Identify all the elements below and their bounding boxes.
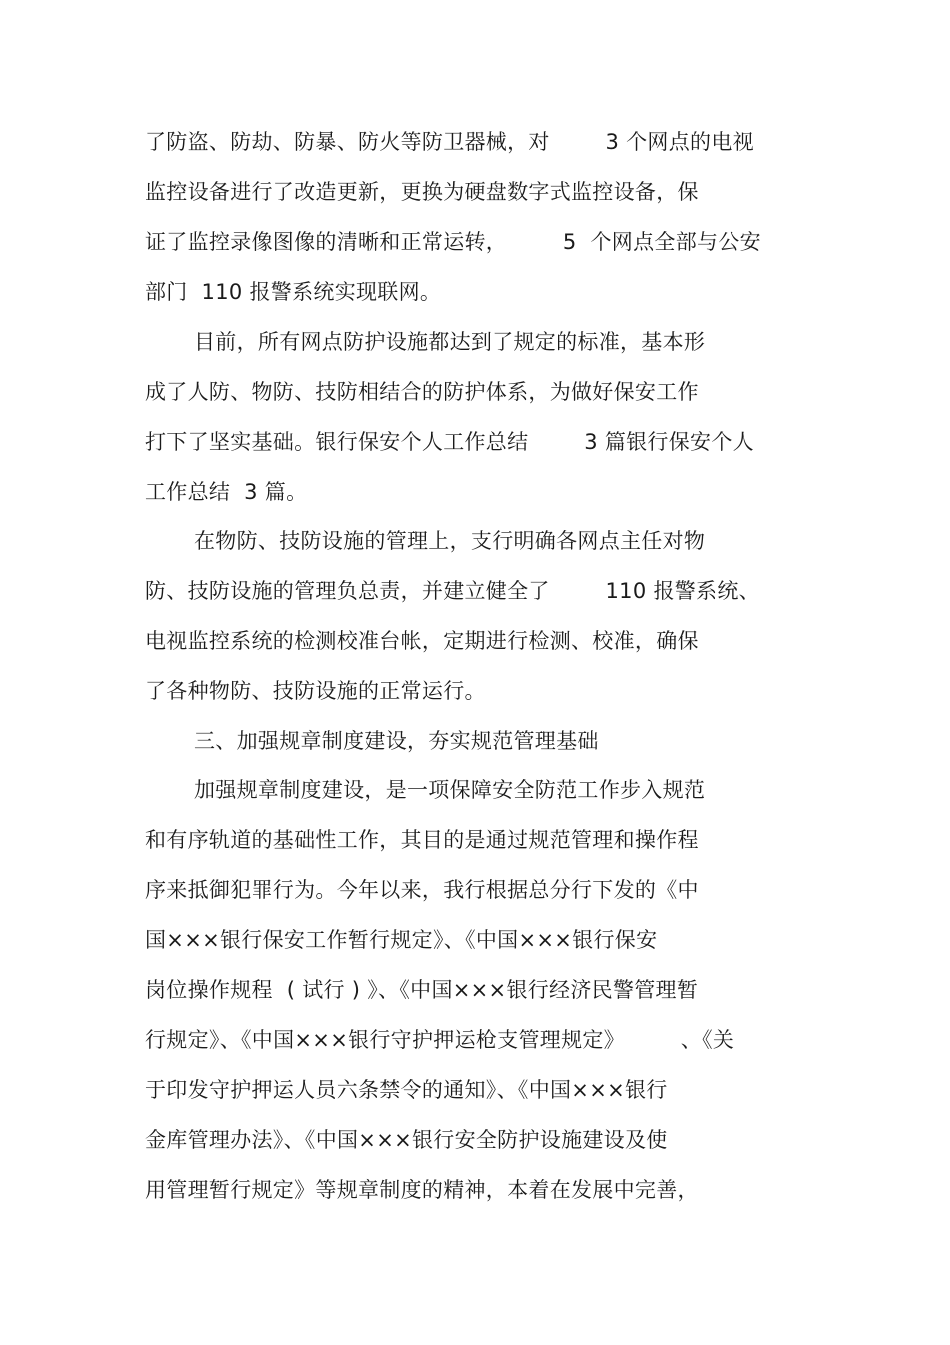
text-line: 了各种物防、技防设施的正常运行。 xyxy=(145,679,486,703)
paragraph-first-line: 在物防、技防设施的管理上，支行明确各网点主任对物 xyxy=(194,529,706,553)
text-line: 证了监控录像图像的清晰和正常运转， 5 个网点全部与公安 xyxy=(145,230,761,254)
text-line: 电视监控系统的检测校准台帐，定期进行检测、校准，确保 xyxy=(145,629,699,653)
text-line: 岗位操作规程 ( 试行 ) 》、《中国×××银行经济民警管理暂 xyxy=(145,978,699,1002)
text-line: 和有序轨道的基础性工作，其目的是通过规范管理和操作程 xyxy=(145,828,699,852)
section-heading: 三、加强规章制度建设，夯实规范管理基础 xyxy=(194,729,599,753)
text-line: 金库管理办法》、《中国×××银行安全防护设施建设及使 xyxy=(145,1128,668,1152)
text-line: 工作总结 3 篇。 xyxy=(145,480,308,504)
text-line: 部门 110 报警系统实现联网。 xyxy=(145,280,442,304)
text-line: 序来抵御犯罪行为。今年以来，我行根据总分行下发的《中 xyxy=(145,878,699,902)
text-line: 打下了坚实基础。银行保安个人工作总结 3 篇银行保安个人 xyxy=(145,430,754,454)
text-line: 国×××银行保安工作暂行规定》、《中国×××银行保安 xyxy=(145,928,658,952)
paragraph-first-line: 目前，所有网点防护设施都达到了规定的标准，基本形 xyxy=(194,330,706,354)
text-line: 成了人防、物防、技防相结合的防护体系，为做好保安工作 xyxy=(145,380,699,404)
text-line: 监控设备进行了改造更新，更换为硬盘数字式监控设备，保 xyxy=(145,180,699,204)
text-line: 行规定》、《中国×××银行守护押运枪支管理规定》 、《关 xyxy=(145,1028,735,1052)
text-line: 于印发守护押运人员六条禁令的通知》、《中国×××银行 xyxy=(145,1078,668,1102)
paragraph-first-line: 加强规章制度建设，是一项保障安全防范工作步入规范 xyxy=(194,778,706,802)
text-line: 防、技防设施的管理负总责，并建立健全了 110 报警系统、 xyxy=(145,579,760,603)
text-line: 用管理暂行规定》等规章制度的精神，本着在发展中完善， xyxy=(145,1178,699,1202)
text-line: 了防盗、防劫、防暴、防火等防卫器械，对 3 个网点的电视 xyxy=(145,130,754,154)
